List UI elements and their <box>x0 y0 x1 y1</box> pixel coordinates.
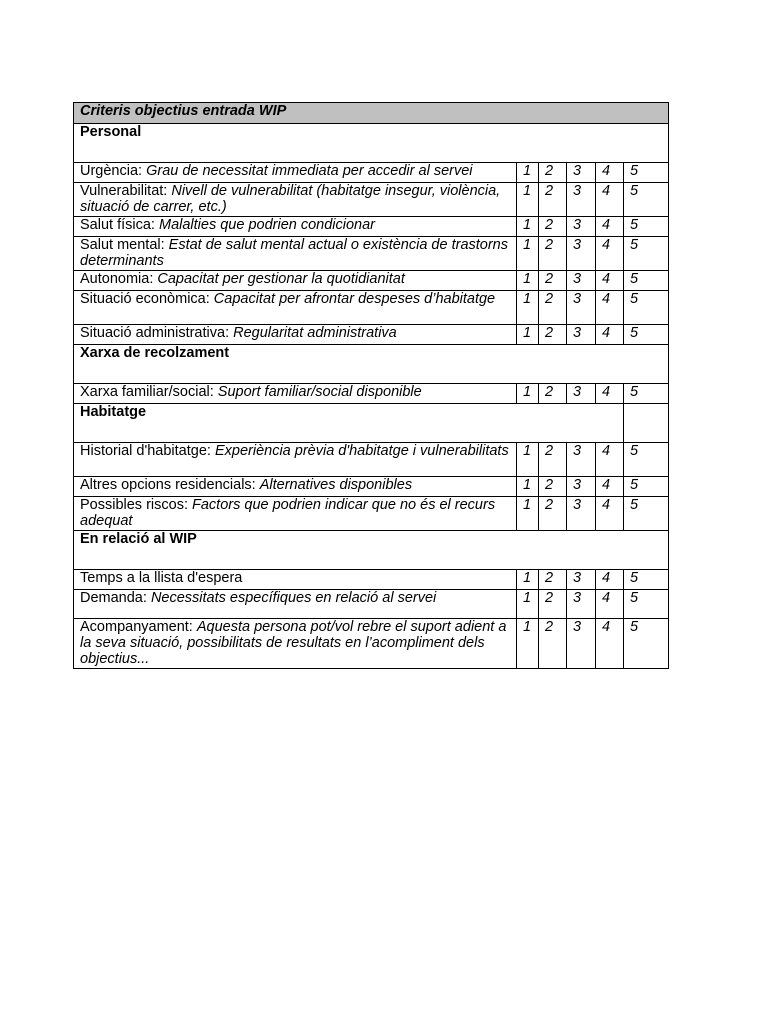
score-option[interactable]: 4 <box>596 619 624 669</box>
criterion-cell <box>74 443 517 477</box>
score-option[interactable]: 2 <box>539 291 567 325</box>
score-option[interactable]: 3 <box>567 325 596 345</box>
table-row <box>74 183 669 217</box>
section-heading: Xarxa de recolzament <box>74 345 669 384</box>
criterion-description: Capacitat per gestionar la quotidianitat <box>157 271 405 287</box>
score-option[interactable]: 1 <box>517 570 539 590</box>
score-option[interactable]: 4 <box>596 183 624 217</box>
score-option[interactable]: 3 <box>567 384 596 404</box>
score-option[interactable]: 3 <box>567 291 596 325</box>
criterion-cell <box>74 570 517 590</box>
score-option[interactable]: 1 <box>517 443 539 477</box>
score-option[interactable]: 3 <box>567 217 596 237</box>
score-option[interactable]: 1 <box>517 217 539 237</box>
criterion-label: Demanda: <box>80 590 147 606</box>
table-row <box>74 384 669 404</box>
score-option[interactable]: 3 <box>567 497 596 531</box>
score-option[interactable]: 4 <box>596 384 624 404</box>
criterion-cell <box>74 271 517 291</box>
score-option[interactable]: 3 <box>567 237 596 271</box>
score-option[interactable]: 5 <box>624 183 669 217</box>
score-option[interactable]: 5 <box>624 590 669 619</box>
criterion-cell <box>74 590 517 619</box>
score-option[interactable]: 5 <box>624 271 669 291</box>
criterion-description: Estat de salut mental actual o existència de trastorns determinants <box>80 237 508 269</box>
empty-cell <box>624 404 669 443</box>
criterion-label: Xarxa familiar/social: <box>80 384 214 400</box>
table-row <box>74 590 669 619</box>
score-option[interactable]: 4 <box>596 477 624 497</box>
table-row <box>74 325 669 345</box>
score-option[interactable]: 1 <box>517 183 539 217</box>
criterion-label: Situació administrativa: <box>80 325 230 341</box>
criterion-description: Necessitats específiques en relació al servei <box>150 590 437 606</box>
score-option[interactable]: 2 <box>539 619 567 669</box>
criterion-description: Malalties que podrien condicionar <box>158 217 376 233</box>
criterion-label: Urgència: <box>80 163 143 179</box>
section-heading-row <box>74 404 669 443</box>
score-option[interactable]: 2 <box>539 477 567 497</box>
score-option[interactable]: 2 <box>539 590 567 619</box>
score-option[interactable]: 2 <box>539 325 567 345</box>
score-option[interactable]: 1 <box>517 619 539 669</box>
score-option[interactable]: 1 <box>517 237 539 271</box>
score-option[interactable]: 2 <box>539 384 567 404</box>
score-option[interactable]: 5 <box>624 443 669 477</box>
criterion-label: Salut mental: <box>80 237 165 253</box>
table-row <box>74 291 669 325</box>
score-option[interactable]: 3 <box>567 163 596 183</box>
score-option[interactable]: 5 <box>624 291 669 325</box>
criteria-table <box>73 102 669 669</box>
score-option[interactable]: 3 <box>567 619 596 669</box>
section-heading-row <box>74 531 669 570</box>
score-option[interactable]: 5 <box>624 237 669 271</box>
criterion-cell <box>74 237 517 271</box>
section-heading: Habitatge <box>74 404 624 443</box>
score-option[interactable]: 3 <box>567 271 596 291</box>
criterion-description: Nivell de vulnerabilitat (habitatge insegur, violència, situació de carrer, etc.) <box>80 183 501 215</box>
criterion-cell <box>74 163 517 183</box>
criterion-description: Regularitat administrativa <box>233 325 397 341</box>
score-option[interactable]: 5 <box>624 619 669 669</box>
table-row <box>74 619 669 669</box>
score-option[interactable]: 2 <box>539 570 567 590</box>
table-row <box>74 237 669 271</box>
score-option[interactable]: 1 <box>517 163 539 183</box>
criterion-description: Factors que podrien indicar que no és el recurs adequat <box>80 497 496 529</box>
score-option[interactable]: 1 <box>517 291 539 325</box>
criterion-cell <box>74 497 517 531</box>
score-option[interactable]: 1 <box>517 325 539 345</box>
score-option[interactable]: 1 <box>517 477 539 497</box>
score-option[interactable]: 2 <box>539 183 567 217</box>
criterion-description: Suport familiar/social disponible <box>217 384 422 400</box>
score-option[interactable]: 5 <box>624 217 669 237</box>
score-option[interactable]: 4 <box>596 443 624 477</box>
score-option[interactable]: 4 <box>596 217 624 237</box>
section-heading-row <box>74 124 669 163</box>
score-option[interactable]: 5 <box>624 497 669 531</box>
score-option[interactable]: 4 <box>596 590 624 619</box>
score-option[interactable]: 2 <box>539 271 567 291</box>
score-option[interactable]: 2 <box>539 217 567 237</box>
score-option[interactable]: 4 <box>596 570 624 590</box>
section-heading: En relació al WIP <box>74 531 669 570</box>
criterion-cell <box>74 384 517 404</box>
table-row <box>74 163 669 183</box>
criterion-label: Possibles riscos: <box>80 497 188 513</box>
score-option[interactable]: 4 <box>596 237 624 271</box>
criterion-description: Alternatives disponibles <box>259 477 413 493</box>
criterion-description: Grau de necessitat immediata per accedir al servei <box>146 163 473 179</box>
score-option[interactable]: 3 <box>567 477 596 497</box>
criterion-description: Capacitat per afrontar despeses d’habitatge <box>213 291 496 307</box>
score-option[interactable]: 2 <box>539 443 567 477</box>
criterion-label: Altres opcions residencials: <box>80 477 256 493</box>
score-option[interactable]: 1 <box>517 271 539 291</box>
section-heading: Personal <box>74 124 669 163</box>
criterion-cell <box>74 477 517 497</box>
score-option[interactable]: 3 <box>567 590 596 619</box>
score-option[interactable]: 1 <box>517 384 539 404</box>
criterion-label: Temps a la llista d'espera <box>80 570 243 586</box>
criterion-label: Historial d'habitatge: <box>80 443 211 459</box>
table-row <box>74 271 669 291</box>
score-option[interactable]: 5 <box>624 325 669 345</box>
criterion-cell <box>74 619 517 669</box>
table-row <box>74 477 669 497</box>
score-option[interactable]: 3 <box>567 570 596 590</box>
table-row <box>74 217 669 237</box>
table-title: Criteris objectius entrada WIP <box>74 103 669 124</box>
criterion-cell <box>74 325 517 345</box>
score-option[interactable]: 4 <box>596 291 624 325</box>
score-option[interactable]: 2 <box>539 497 567 531</box>
score-option[interactable]: 4 <box>596 271 624 291</box>
criterion-description: Experiència prèvia d'habitatge i vulnerabilitats <box>214 443 509 459</box>
section-heading-row <box>74 345 669 384</box>
score-option[interactable]: 4 <box>596 325 624 345</box>
criterion-label: Autonomia: <box>80 271 154 287</box>
score-option[interactable]: 5 <box>624 570 669 590</box>
score-option[interactable]: 3 <box>567 183 596 217</box>
criterion-label: Acompanyament: <box>80 619 193 635</box>
score-option[interactable]: 2 <box>539 237 567 271</box>
score-option[interactable]: 4 <box>596 163 624 183</box>
score-option[interactable]: 1 <box>517 497 539 531</box>
score-option[interactable]: 5 <box>624 477 669 497</box>
score-option[interactable]: 3 <box>567 443 596 477</box>
criterion-cell <box>74 217 517 237</box>
criterion-description: Aquesta persona pot/vol rebre el suport adient a la seva situació, possibilitats de resultats en l’acompliment dels objectius... <box>80 619 507 667</box>
table-row <box>74 497 669 531</box>
score-option[interactable]: 1 <box>517 590 539 619</box>
score-option[interactable]: 5 <box>624 163 669 183</box>
table-row <box>74 443 669 477</box>
score-option[interactable]: 4 <box>596 497 624 531</box>
criterion-label: Vulnerabilitat: <box>80 183 168 199</box>
table-row <box>74 570 669 590</box>
criterion-label: Situació econòmica: <box>80 291 210 307</box>
criterion-cell <box>74 183 517 217</box>
score-option[interactable]: 2 <box>539 163 567 183</box>
criterion-label: Salut física: <box>80 217 155 233</box>
score-option[interactable]: 5 <box>624 384 669 404</box>
criterion-cell <box>74 291 517 325</box>
